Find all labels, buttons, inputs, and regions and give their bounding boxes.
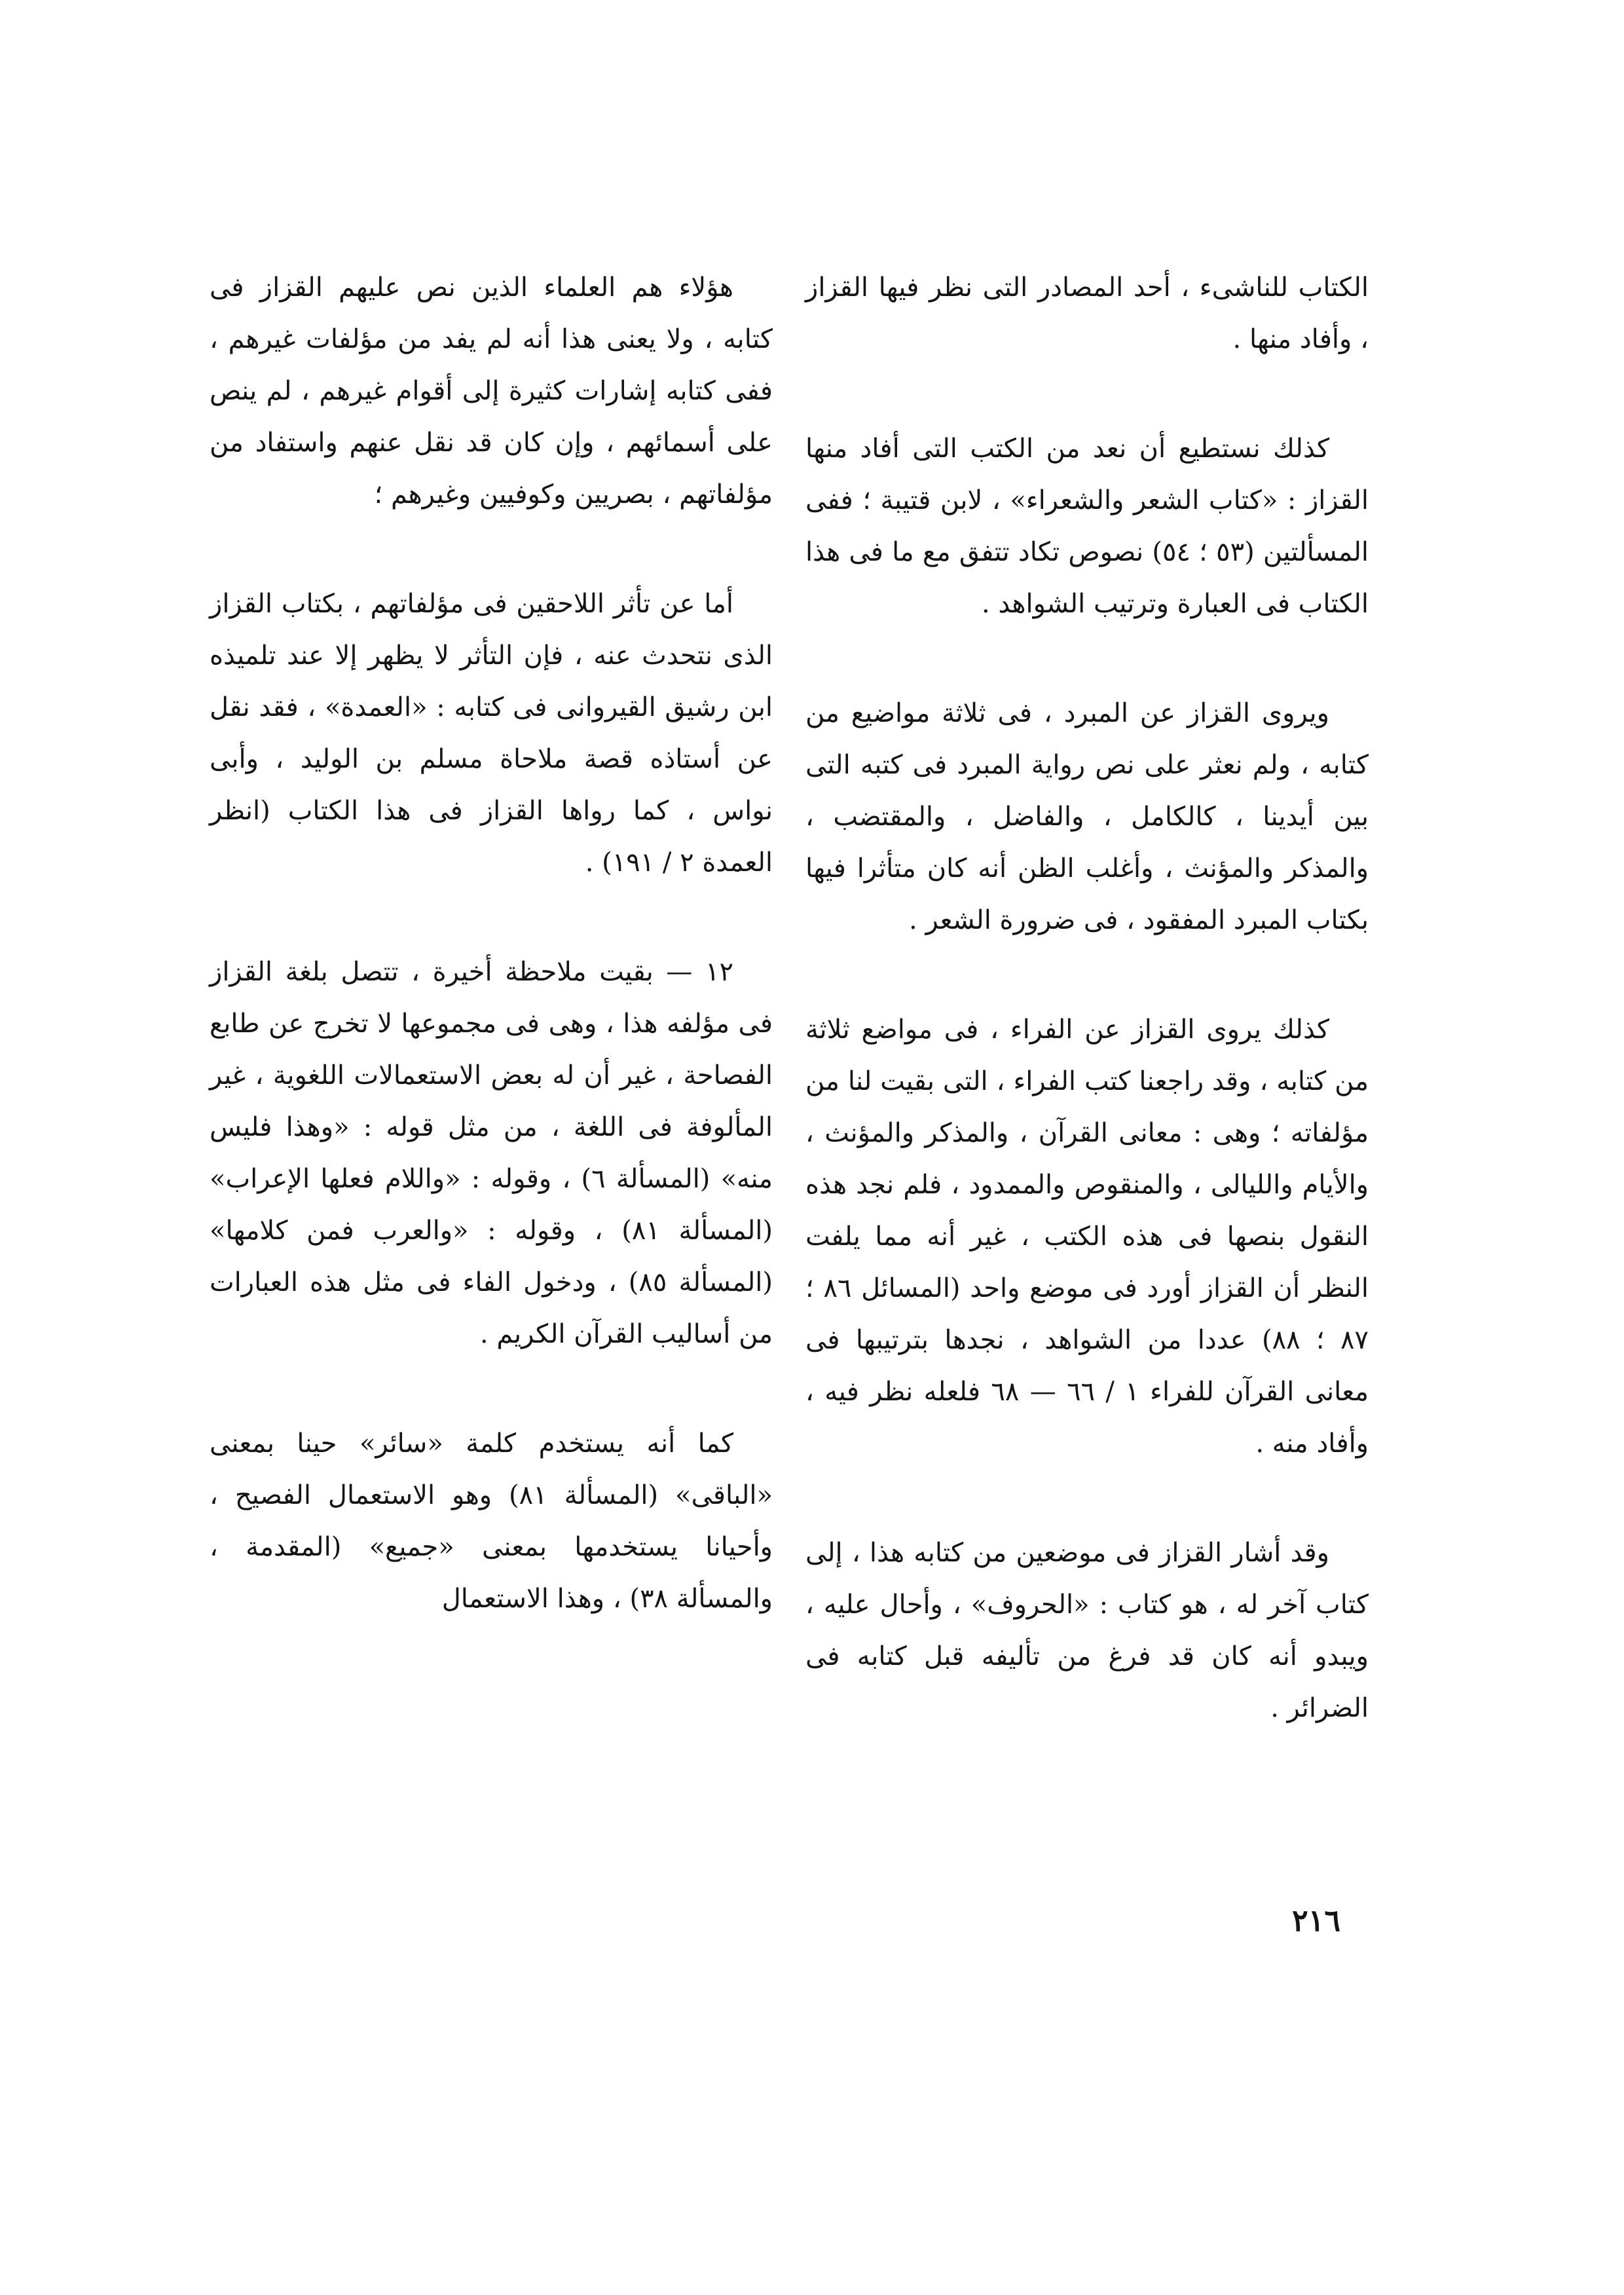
paragraph: الكتاب للناشىء ، أحد المصادر التى نظر فيها القزاز ، وأفاد منها .: [805, 272, 1369, 354]
paragraph: هؤلاء هم العلماء الذين نص عليهم القزاز فى كتابه ، ولا يعنى هذا أنه لم يفد من مؤلفات غيرهم ، ففى كتابه إشارات كثيرة إلى أقوام غيرهم ، لم ينص على أسمائهم ، وإن كان قد نقل عنهم واستفاد من مؤلفاتهم ، بصريين وكوفيين وغيرهم ؛: [210, 272, 773, 510]
left-column: [210, 262, 773, 1625]
paragraph: أما عن تأثر اللاحقين فى مؤلفاتهم ، بكتاب القزاز الذى نتحدث عنه ، فإن التأثر لا يظهر إلا عند تلميذه ابن رشيق القيروانى فى كتابه : «العمدة» ، فقد نقل عن أستاذه قصة ملاحاة مسلم بن الوليد ، وأبى نواس ، كما رواها القزاز فى هذا الكتاب (انظر العمدة ٢ / ١٩١) .: [210, 589, 773, 878]
paragraph: ويروى القزاز عن المبرد ، فى ثلاثة مواضيع من كتابه ، ولم نعثر على نص رواية المبرد فى كتبه التى بين أيدينا ، كالكامل ، والفاضل ، والمقتضب ، والمذكر والمؤنث ، وأغلب الظن أنه كان متأثرا فيها بكتاب المبرد المفقود ، فى ضرورة الشعر .: [805, 698, 1369, 935]
paragraph: ١٢ — بقيت ملاحظة أخيرة ، تتصل بلغة القزاز فى مؤلفه هذا ، وهى فى مجموعها لا تخرج عن طابع الفصاحة ، غير أن له بعض الاستعمالات اللغوية ، غير المألوفة فى اللغة ، من مثل قوله : «وهذا فليس منه» (المسألة ٦) ، وقوله : «واللام فعلها الإعراب» (المسألة ٨١) ، وقوله : «والعرب فمن كلامها» (المسألة ٨٥) ، ودخول الفاء فى مثل هذه العبارات من أساليب القرآن الكريم .: [210, 957, 773, 1349]
right-column: [805, 262, 1369, 1734]
paragraph: كذلك نستطيع أن نعد من الكتب التى أفاد منها القزاز : «كتاب الشعر والشعراء» ، لابن قتيبة ؛ ففى المسألتين (٥٣ ؛ ٥٤) نصوص تكاد تتفق مع ما فى هذا الكتاب فى العبارة وترتيب الشواهد .: [805, 434, 1369, 619]
paragraph: وقد أشار القزاز فى موضعين من كتابه هذا ، إلى كتاب آخر له ، هو كتاب : «الحروف» ، وأحال عليه ، ويبدو أنه كان قد فرغ من تأليفه قبل كتابه فى الضرائر .: [805, 1538, 1369, 1723]
page-number: ٢١٦: [1291, 1903, 1341, 1938]
paragraph: كما أنه يستخدم كلمة «سائر» حينا بمعنى «الباقى» (المسألة ٨١) وهو الاستعمال الفصيح ، وأحيانا يستخدمها بمعنى «جميع» (المقدمة ، والمسألة ٣٨) ، وهذا الاستعمال: [210, 1428, 773, 1614]
paragraph: كذلك يروى القزاز عن الفراء ، فى مواضع ثلاثة من كتابه ، وقد راجعنا كتب الفراء ، التى بقيت لنا من مؤلفاته ؛ وهى : معانى القرآن ، والمذكر والمؤنث ، والأيام والليالى ، والمنقوص والممدود ، فلم نجد هذه النقول بنصها فى هذه الكتب ، غير أنه مما يلفت النظر أن القزاز أورد فى موضع واحد (المسائل ٨٦ ؛ ٨٧ ؛ ٨٨) عددا من الشواهد ، نجدها بترتيبها فى معانى القرآن للفراء ١ / ٦٦ — ٦٨ فلعله نظر فيه ، وأفاد منه .: [805, 1015, 1369, 1459]
